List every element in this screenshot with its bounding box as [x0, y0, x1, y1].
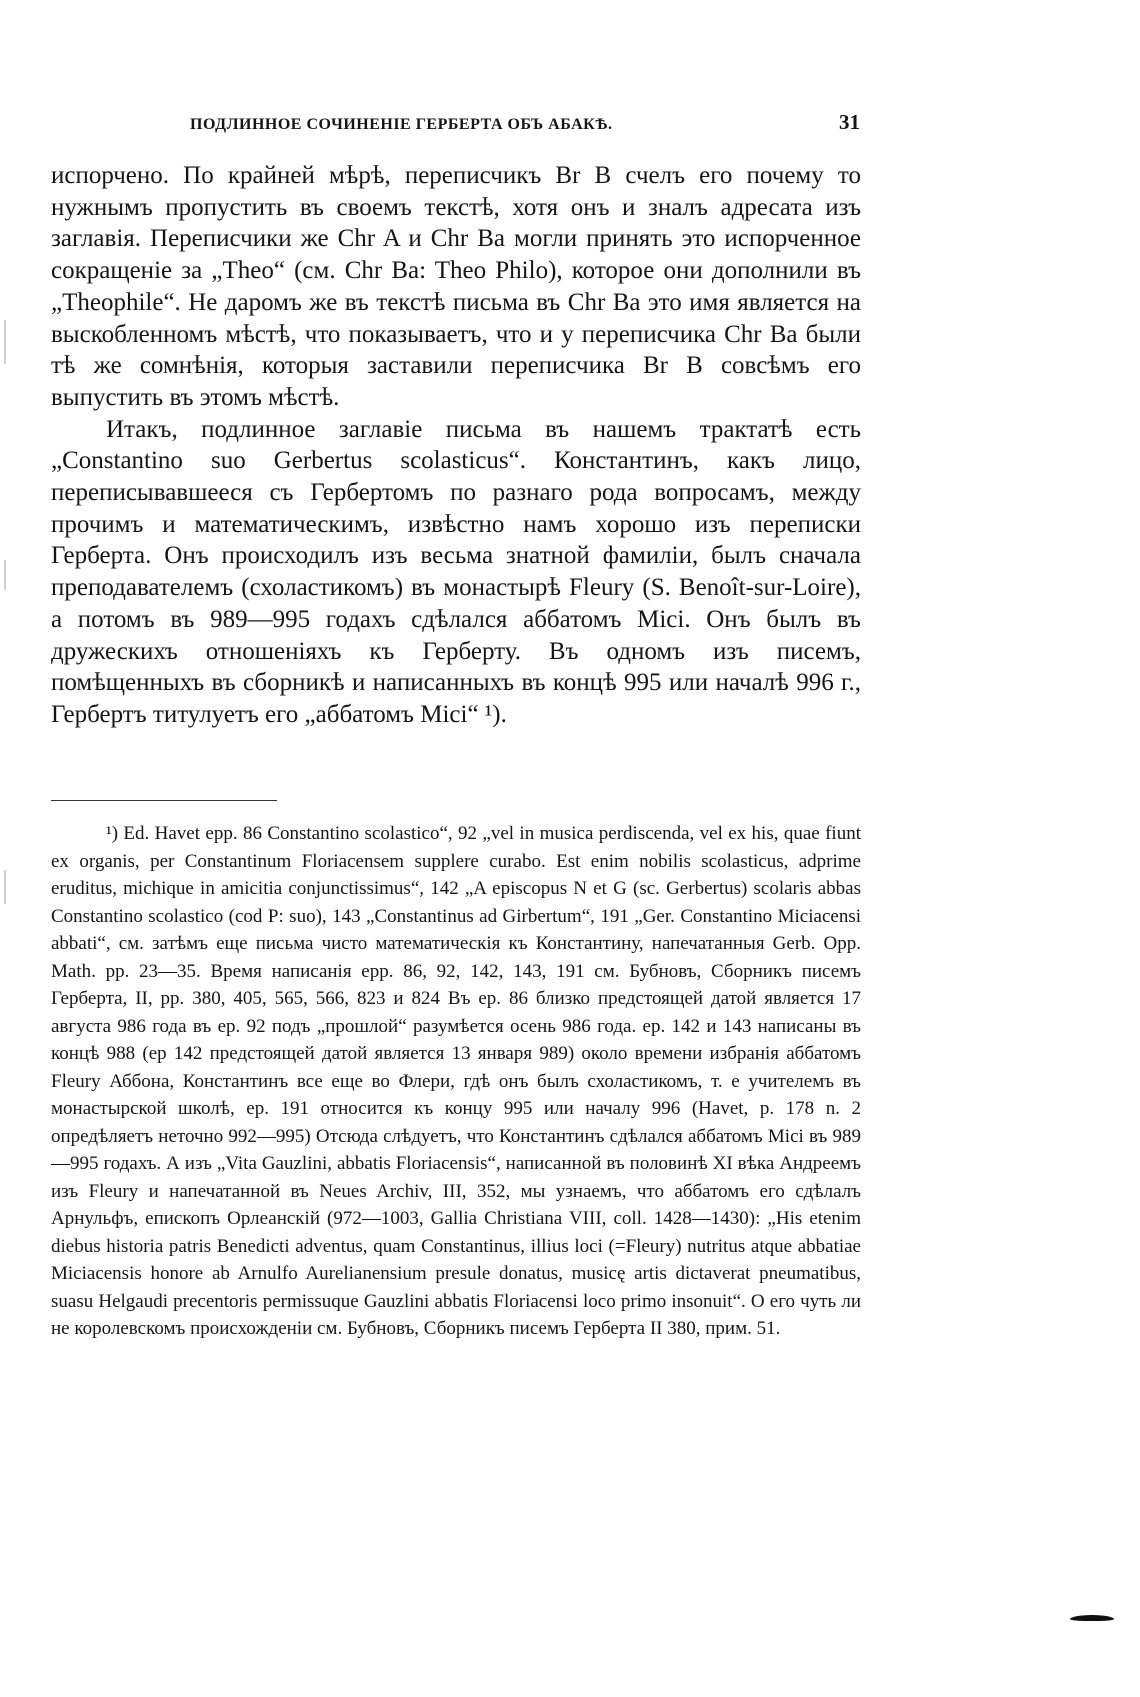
page-header: [120, 110, 860, 140]
scan-margin-mark: [4, 320, 6, 364]
scan-margin-mark: [4, 560, 6, 590]
scan-edge-mark: [1070, 1615, 1114, 1621]
footnote: ¹) Ed. Havet epp. 86 Constantino scolastico“, 92 „vel in musica perdiscenda, vel ex his, quae fiunt ex organis, per Constantinum Floriacensem supplere curabo. Est enim nobilis scolasticus, adprime eruditus, michique in amicitia conjunctissimus“, 142 „A episcopus N et G (sc. Gerbertus) scolaris abbas Constantino scolastico (cod P: suo), 143 „Constantinus ad Girbertum“, 191 „Ger. Constantino Miciacensi abbati“, см. затѣмъ еще письма чисто математическія къ Константину, напечатанныя Gerb. Opp. Math. pp. 23—35. Время написанія epp. 86, 92, 142, 143, 191 см. Бубновъ, Сборникъ писемъ Герберта, II, pp. 380, 405, 565, 566, 823 и 824 Въ ep. 86 близко предстоящей датой является 17 августа 986 года въ ep. 92 подъ „прошлой“ разумѣется осень 986 года. ep. 142 и 143 написаны въ концѣ 988 (ep 142 предстоящей датой является 13 января 989) около времени избранія аббатомъ Fleury Аббона, Константинъ все еще во Флери, гдѣ онъ былъ схоластикомъ, т. е учителемъ въ монастырской школѣ, ep. 191 относится къ концу 995 или началу 996 (Havet, p. 178 n. 2 опредѣляетъ неточно 992—995) Отсюда слѣдуетъ, что Константинъ сдѣлался аббатомъ Mici въ 989—995 годахъ. А изъ „Vita Gauzlini, abbatis Floriacensis“, написанной въ половинѣ XI вѣка Андреемъ изъ Fleury и напечатанной въ Neues Archiv, III, 352, мы узнаемъ, что аббатомъ его сдѣлалъ Арнульфъ, епископъ Орлеанскій (972—1003, Gallia Christiana VIII, coll. 1428—1430): „His etenim diebus historia patris Benedicti adventus, quam Constantinus, illius loci (=Fleury) nutritus atque abbatiae Miciacensis honore ab Arnulfo Aurelianensium presule donatus, musicę artis dictaverat pneumatibus, suasu Helgaudi precentoris permissuque Gauzlini abbatis Floriacensi loco primo insonuit“. О его чуть ли не королевскомъ происхожденіи см. Бубновъ, Сборникъ писемъ Герберта II 380, прим. 51.: [51, 823, 861, 1339]
footnote-separator: [51, 800, 277, 801]
scan-margin-mark: [4, 870, 6, 904]
paragraph: испорчено. По крайней мѣрѣ, переписчикъ Br B счелъ его почему то нужнымъ пропустить въ своемъ текстѣ, хотя онъ и зналъ адресата изъ заглавія. Переписчики же Chr A и Chr Ba могли принять это испорченное сокращеніе за „Theo“ (см. Chr Ba: Theo Philo), которое они дополнили въ „Theophile“. Не даромъ же въ текстѣ письма въ Chr Ba это имя является на выскобленномъ мѣстѣ, что показываетъ, что и у переписчика Chr Ba были тѣ же сомнѣнія, которыя заставили переписчика Br B совсѣмъ его выпустить въ этомъ мѣстѣ.: [51, 162, 861, 411]
running-title: ПОДЛИННОЕ СОЧИНЕНІЕ ГЕРБЕРТА ОБЪ АБАКѢ.: [190, 116, 613, 133]
paragraph: Итакъ, подлинное заглавіе письма въ нашемъ трактатѣ есть „Constantino suo Gerbertus scolasticus“. Константинъ, какъ лицо, переписывавшееся съ Гербертомъ по разнаго рода вопросамъ, между прочимъ и математическимъ, извѣстно намъ хорошо изъ переписки Герберта. Онъ происходилъ изъ весьма знатной фамиліи, былъ сначала преподавателемъ (схоластикомъ) въ монастырѣ Fleury (S. Benoît-sur-Loire), а потомъ въ 989—995 годахъ сдѣлался аббатомъ Mici. Онъ былъ въ дружескихъ отношеніяхъ къ Герберту. Въ одномъ изъ писемъ, помѣщенныхъ въ сборникѣ и написанныхъ въ концѣ 995 или началѣ 996 г., Гербертъ титулуетъ его „аббатомъ Mici“ ¹).: [51, 415, 861, 728]
main-text: [51, 160, 861, 731]
page-number: 31: [839, 110, 860, 134]
